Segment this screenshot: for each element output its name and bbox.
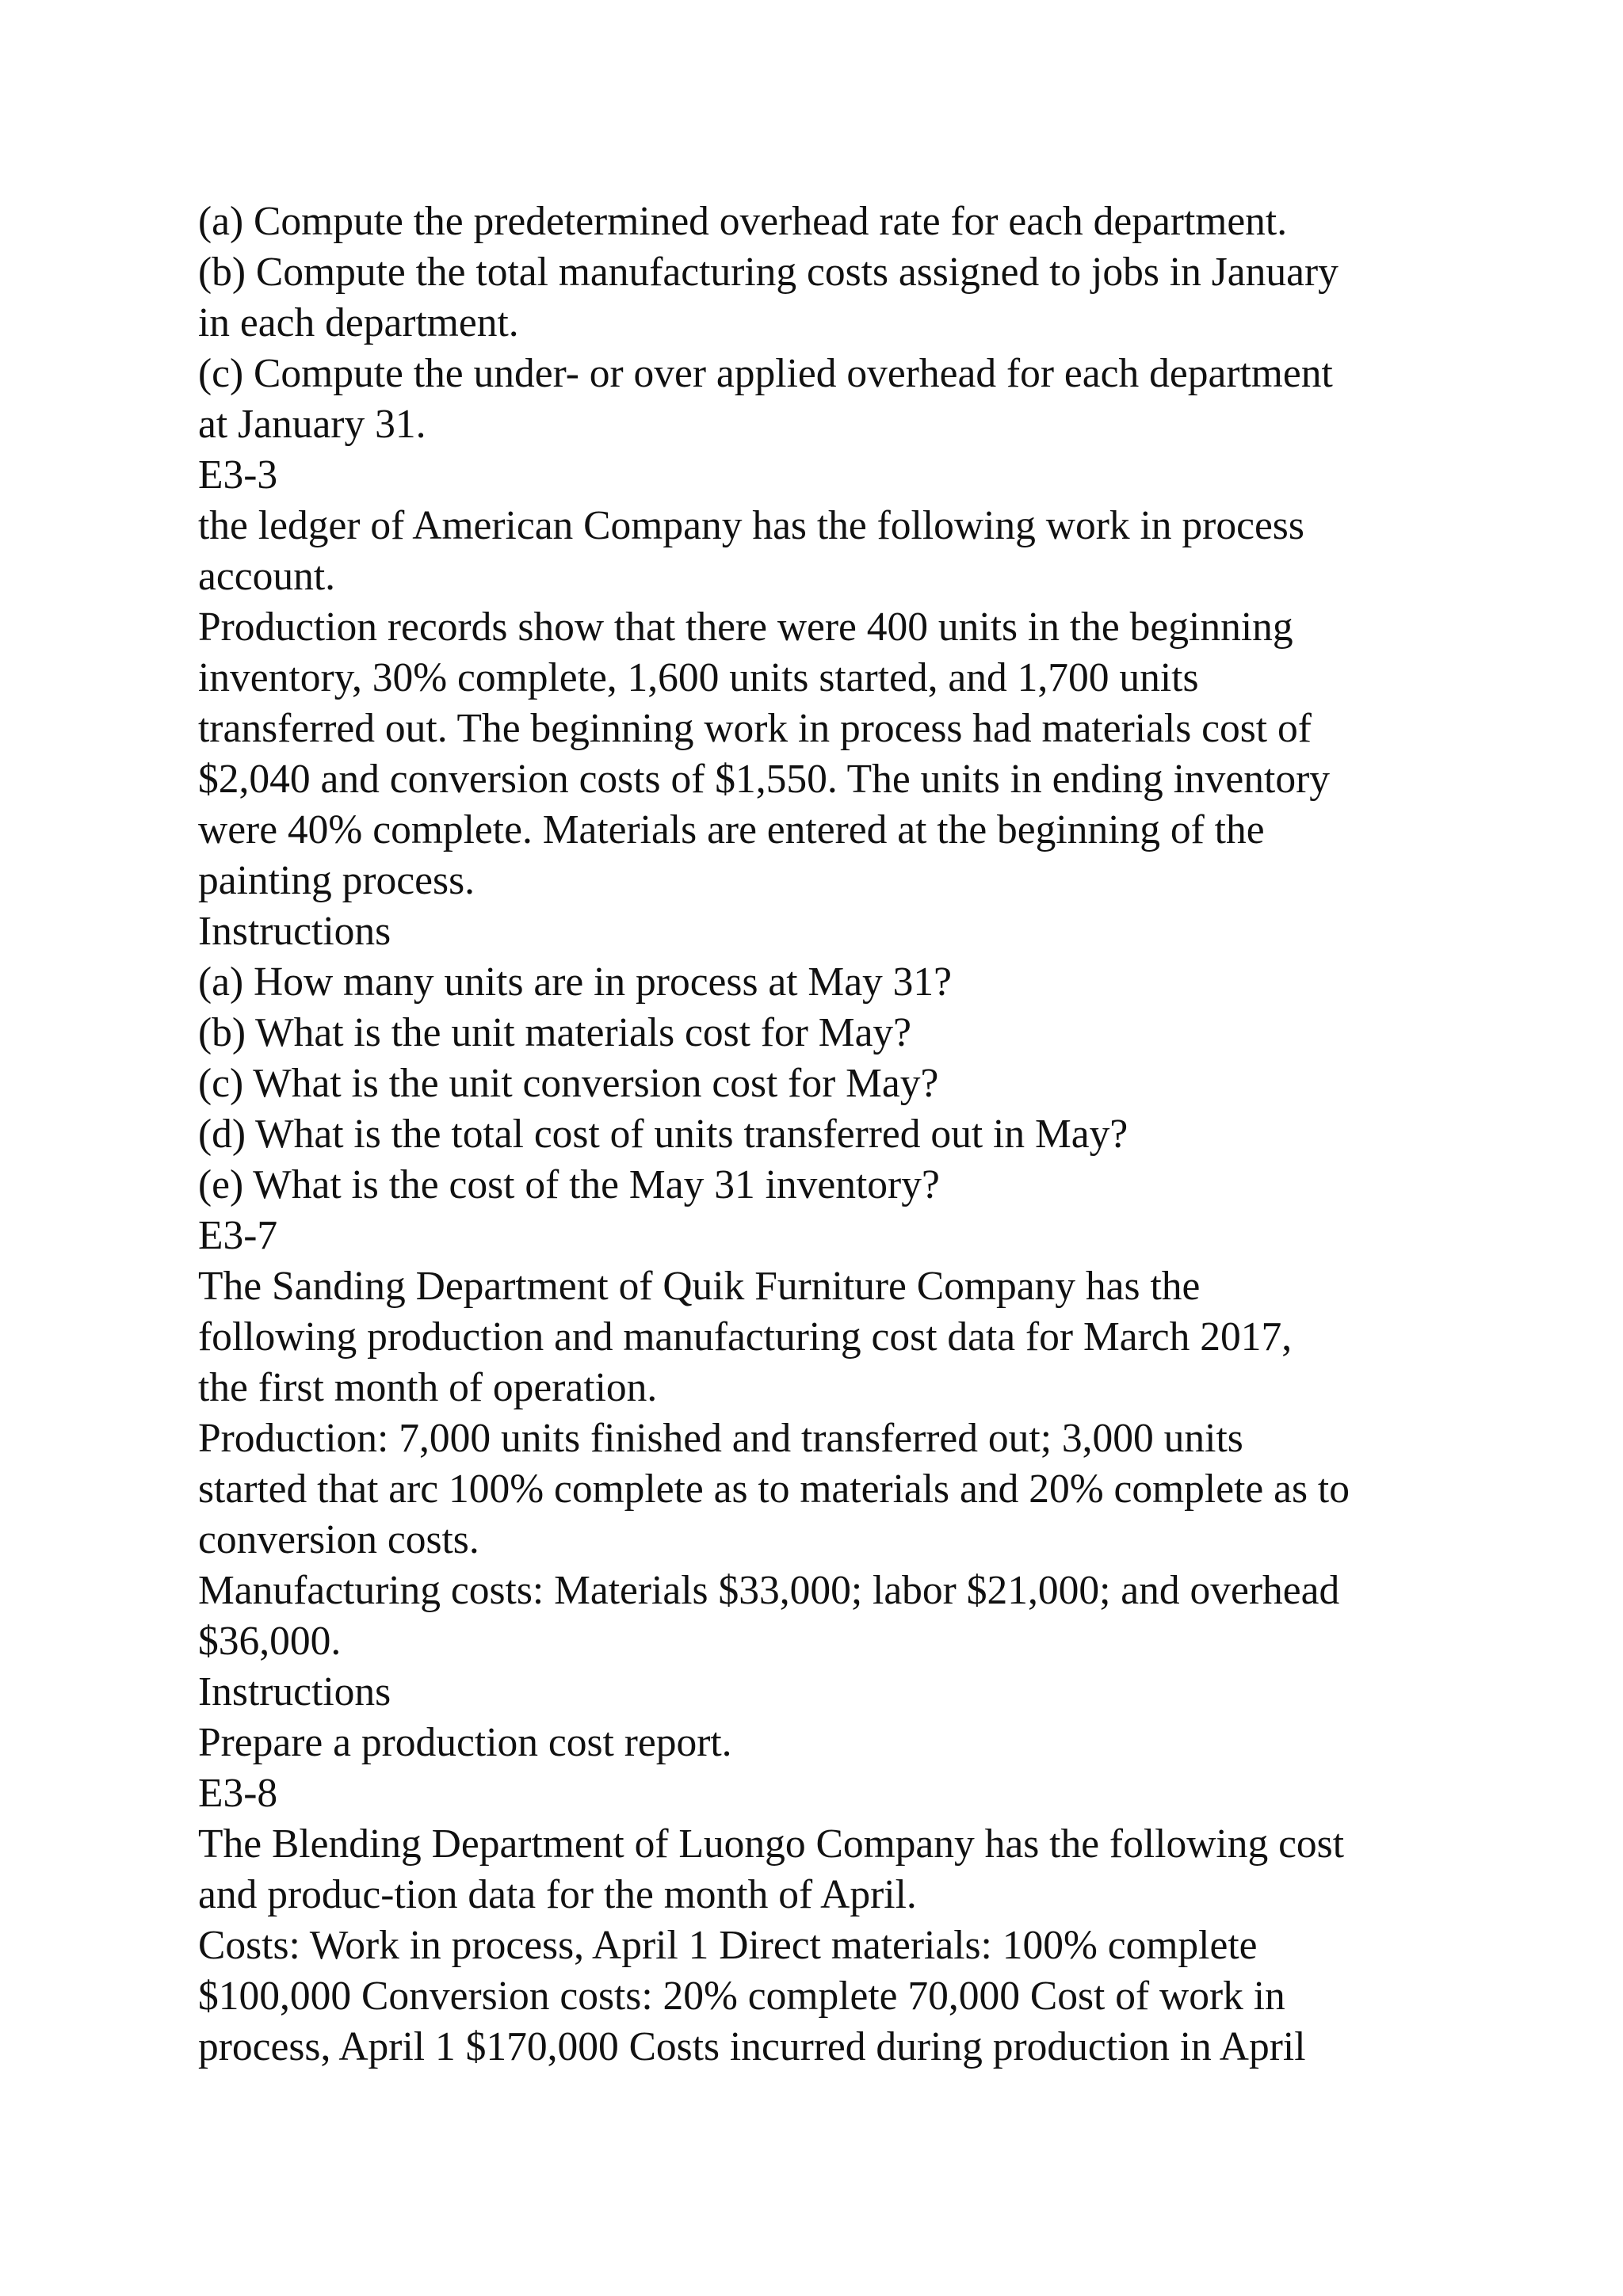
text-line: Manufacturing costs: Materials $33,000; labor $21,000; and overhead xyxy=(198,1568,1340,1613)
text-line: (a) Compute the predetermined overhead rate for each department. xyxy=(198,199,1288,244)
text-line: at January 31. xyxy=(198,402,426,447)
text-line: inventory, 30% complete, 1,600 units started, and 1,700 units xyxy=(198,655,1199,700)
document-page xyxy=(198,196,1466,2073)
text-line: process, April 1 $170,000 Costs incurred during production in April xyxy=(198,2024,1306,2069)
text-line: (c) Compute the under- or over applied overhead for each department xyxy=(198,351,1333,396)
text-line: $36,000. xyxy=(198,1619,342,1664)
section-heading: E3-8 xyxy=(198,1771,278,1816)
text-line: Production: 7,000 units finished and transferred out; 3,000 units xyxy=(198,1416,1243,1461)
text-line: the ledger of American Company has the following work in process xyxy=(198,503,1304,548)
text-line: conversion costs. xyxy=(198,1517,479,1562)
text-line: and produc-tion data for the month of April. xyxy=(198,1872,917,1917)
text-line: (a) How many units are in process at May 31? xyxy=(198,959,953,1005)
text-line: (e) What is the cost of the May 31 inventory? xyxy=(198,1162,940,1207)
text-line: (b) What is the unit materials cost for May? xyxy=(198,1010,912,1055)
text-line: transferred out. The beginning work in process had materials cost of xyxy=(198,706,1312,751)
section-heading: E3-3 xyxy=(198,452,278,498)
text-line: account. xyxy=(198,554,336,599)
text-line: in each department. xyxy=(198,300,519,345)
text-line: were 40% complete. Materials are entered at the beginning of the xyxy=(198,807,1265,852)
text-line: (c) What is the unit conversion cost for May? xyxy=(198,1061,939,1106)
text-line: painting process. xyxy=(198,858,475,903)
text-line: The Blending Department of Luongo Company has the following cost xyxy=(198,1821,1345,1867)
section-heading: E3-7 xyxy=(198,1213,278,1258)
text-line: $2,040 and conversion costs of $1,550. The units in ending inventory xyxy=(198,757,1330,802)
text-line: $100,000 Conversion costs: 20% complete 70,000 Cost of work in xyxy=(198,1974,1285,2019)
text-line: (d) What is the total cost of units transferred out in May? xyxy=(198,1112,1128,1157)
text-line: The Sanding Department of Quik Furniture Company has the xyxy=(198,1264,1201,1309)
text-line: Production records show that there were 400 units in the beginning xyxy=(198,605,1293,650)
text-line: Prepare a production cost report. xyxy=(198,1720,732,1765)
instructions-heading: Instructions xyxy=(198,1669,391,1714)
text-line: the first month of operation. xyxy=(198,1365,658,1410)
text-line: Costs: Work in process, April 1 Direct materials: 100% complete xyxy=(198,1923,1258,1968)
text-line: started that arc 100% complete as to materials and 20% complete as to xyxy=(198,1466,1350,1512)
text-line: following production and manufacturing cost data for March 2017, xyxy=(198,1314,1293,1360)
text-line: (b) Compute the total manufacturing costs assigned to jobs in January xyxy=(198,250,1338,295)
instructions-heading: Instructions xyxy=(198,909,391,954)
